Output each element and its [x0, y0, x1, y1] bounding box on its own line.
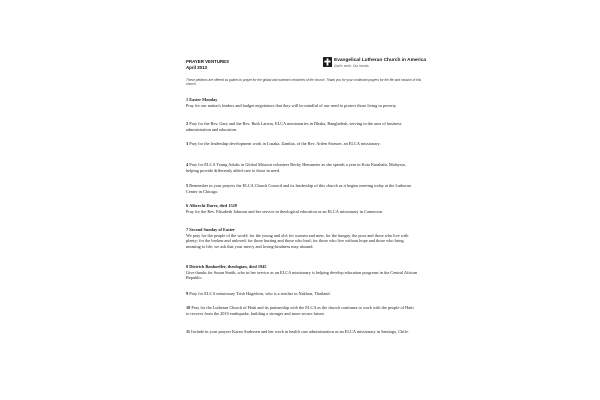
entry-number: 5 — [186, 183, 189, 188]
entry-number: 4 — [186, 162, 189, 167]
prayer-entry — [186, 121, 418, 132]
entry-text: Include in your prayers Karen Andersen and her work in health care administration as an ELCA missionary in Santiago, Chile. — [191, 329, 409, 334]
prayer-entry — [186, 291, 418, 297]
entry-text: Pray for our nation's leaders and budget negotiators that they will be mindful of our need to protect those living in poverty. — [186, 102, 397, 108]
entry-text: We pray for the people of the world: for the young and old; for women and men; for the hungry, the poor and those who live with plenty; for the broken and unloved; for those hurting and those who heal; for those who live without hope and those who bring meaning to life; we ask that your mercy and loving-kindness may abound. — [186, 232, 409, 249]
entry-number: 2 — [186, 121, 189, 126]
document-title: PRAYER VENTURES — [186, 59, 230, 64]
entry-number: 7 — [186, 227, 189, 232]
prayer-entry — [186, 97, 418, 108]
prayer-entry — [186, 183, 418, 194]
entry-title: Dietrich Bonhoeffer, theologian, died 1945 — [189, 264, 267, 269]
org-name: Evangelical Lutheran Church in America — [334, 58, 427, 63]
entry-number: 6 — [186, 203, 189, 208]
title-block — [186, 59, 229, 70]
prayer-entry — [186, 227, 418, 249]
entry-text: Pray for the leadership development work in Lusaka, Zambia, of the Rev. Arden Strasser, an ELCA missionary. — [189, 141, 381, 146]
entry-number: 1 — [186, 97, 189, 102]
entry-number: 3 — [186, 141, 189, 146]
prayer-entry — [186, 305, 418, 316]
entry-text: Remember in your prayers the ELCA Church Council and its leadership of this church as it begins meeting today at the Lutheran Center in Chicago. — [186, 183, 411, 194]
entry-text: Pray for the Lutheran Church of Haiti and its partnership with the ELCA as the church continues to work with the people of Haiti to recover from the 2010 earthquake, building a stronger and more secure future. — [186, 305, 414, 316]
entry-title: Albrecht Durer, died 1528 — [189, 203, 237, 208]
entry-number: 10 — [186, 305, 191, 310]
entry-number: 11 — [186, 329, 191, 334]
entry-text: Pray for ELCA missionary Trish Hagedorn, who is a teacher in Nakhon, Thailand. — [189, 291, 331, 296]
document-date: April 2013 — [186, 64, 207, 70]
intro-text: These petitions are offered as guides to prayer for the global and outreach ministries of the church. Thank you for your continued prayers for the life and mission of this church. — [186, 78, 422, 87]
prayer-entry — [186, 203, 418, 214]
prayer-entry — [186, 329, 418, 335]
entry-text: Pray for ELCA Young Adults in Global Mission volunteer Becky Hemmeter as she spends a year in Kota Kinabalu, Malaysia, helping provide differently abled care to those in need. — [186, 162, 406, 173]
cross-logo-icon — [323, 57, 332, 67]
entry-text: Pray for the Rev. Elisabeth Johnson and her service in theological education as an ELCA missionary in Cameroon. — [186, 208, 383, 214]
elca-logo — [323, 57, 433, 71]
entry-text: Pray for the Rev. Gary and the Rev. Ruth Larson, ELCA missionaries in Dhaka, Bangladesh, serving in the area of business administration and education. — [186, 121, 402, 132]
prayer-entry — [186, 162, 418, 173]
entry-number: 9 — [186, 291, 189, 296]
entry-title: Easter Monday — [189, 97, 218, 102]
entry-number: 8 — [186, 264, 189, 269]
entry-text: Give thanks for Susan Smith, who in her service as an ELCA missionary is helping develop education programs in the Central African Republic. — [186, 269, 418, 280]
prayer-entry — [186, 141, 418, 147]
prayer-entry — [186, 264, 418, 281]
entry-title: Second Sunday of Easter — [189, 227, 235, 232]
org-tagline: God's work. Our hands. — [334, 64, 370, 68]
